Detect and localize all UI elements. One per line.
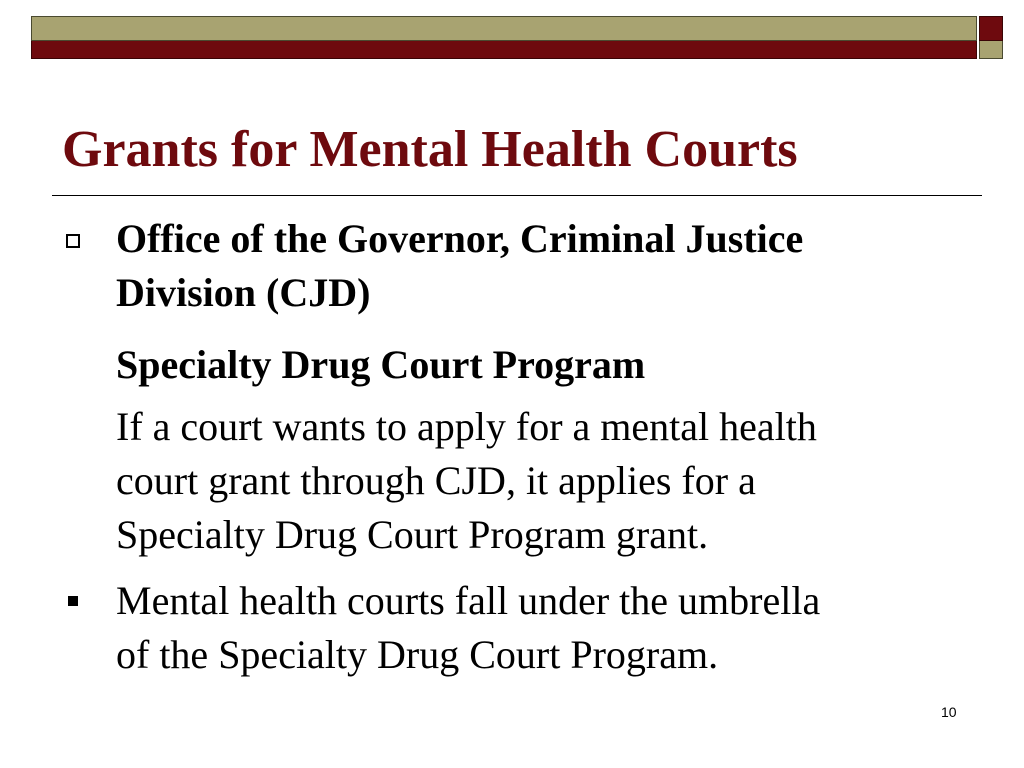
program-subheading: Specialty Drug Court Program bbox=[116, 342, 646, 387]
filled-square-bullet-icon bbox=[68, 596, 78, 606]
title-divider bbox=[52, 195, 982, 196]
header-corner-olive bbox=[979, 41, 1003, 59]
slide-number: 10 bbox=[941, 704, 957, 720]
slide-title: Grants for Mental Health Courts bbox=[62, 121, 798, 178]
header-banner-maroon bbox=[31, 41, 977, 59]
bullet-item-umbrella bbox=[60, 574, 960, 682]
description-line: court grant through CJD, it applies for a bbox=[116, 458, 756, 503]
bullet-text-line: Mental health courts fall under the umbrella bbox=[116, 578, 821, 623]
bullet-text-line: of the Specialty Drug Court Program. bbox=[116, 632, 719, 677]
program-description bbox=[116, 400, 960, 562]
hollow-square-bullet-icon bbox=[66, 234, 80, 248]
bullet-item-cjd bbox=[60, 212, 960, 562]
description-line: If a court wants to apply for a mental health bbox=[116, 404, 817, 449]
slide-body bbox=[60, 212, 960, 682]
bullet-text-line: Office of the Governor, Criminal Justice bbox=[116, 216, 804, 261]
description-line: Specialty Drug Court Program grant. bbox=[116, 512, 709, 557]
header-corner-maroon bbox=[979, 16, 1003, 41]
bullet-text-line: Division (CJD) bbox=[116, 270, 371, 315]
header-banner-olive bbox=[31, 16, 977, 41]
